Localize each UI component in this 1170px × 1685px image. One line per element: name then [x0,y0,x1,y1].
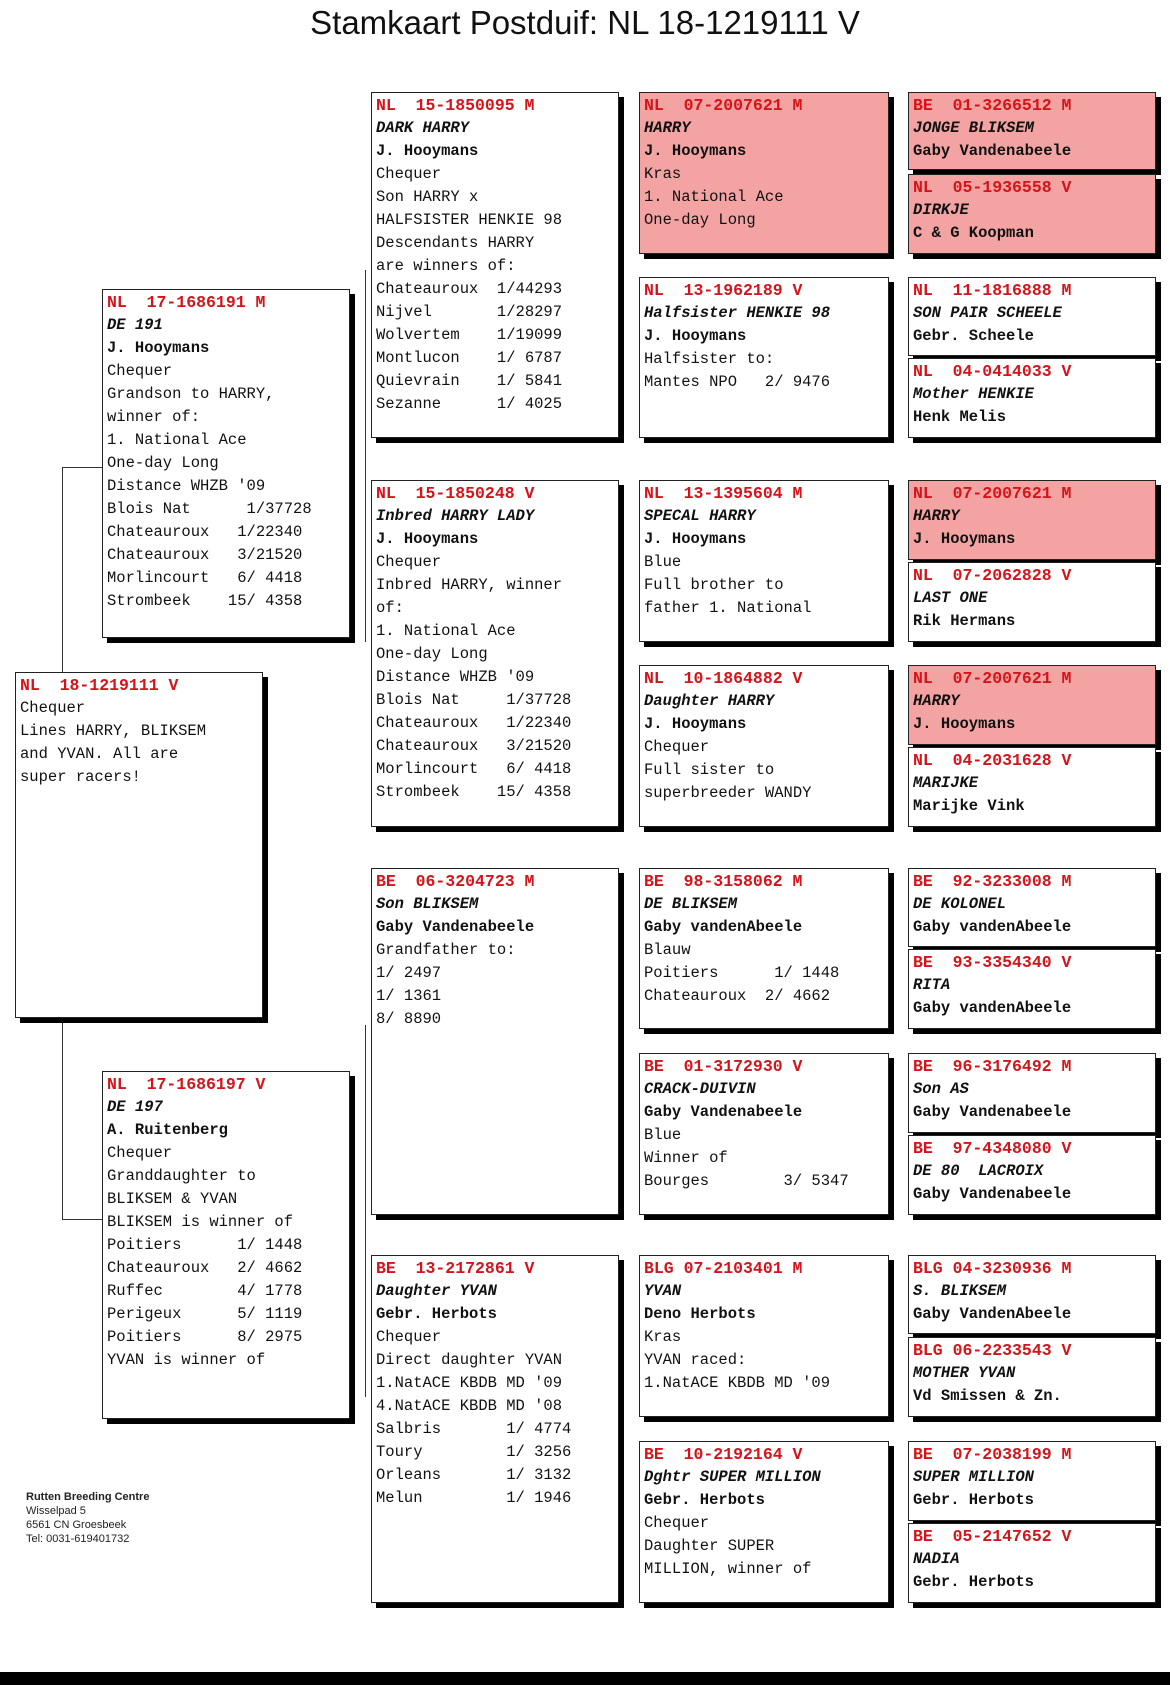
info-line: Chequer [107,1144,173,1162]
pedigree-mother [102,1071,350,1419]
ring-number: NL 04-2031628 V [913,751,1072,770]
breeder: Gaby Vandenabeele [913,1103,1072,1121]
info-line: BLIKSEM is winner of [107,1213,294,1231]
ring-number: NL 07-2007621 M [913,484,1072,503]
breeder: Gaby Vandenabeele [913,142,1072,160]
pigeon-name: S. BLIKSEM [913,1282,1007,1300]
pigeon-name: MOTHER YVAN [913,1364,1016,1382]
ring-number: BE 06-3204723 M [376,872,535,891]
company-name: Rutten Breeding Centre [26,1491,150,1503]
info-line: Strombeek 15/ 4358 [376,783,572,801]
ring-number: NL 13-1962189 V [644,281,803,300]
info-line: are winners of: [376,257,516,275]
connector-line [62,1219,104,1220]
info-line: Chateauroux 2/ 4662 [644,987,831,1005]
pedigree-father [102,289,350,638]
ring-number: BE 13-2172861 V [376,1259,535,1278]
info-line: superbreeder WANDY [644,784,812,802]
pedigree-gen4-4 [908,358,1156,438]
ring-number: NL 18-1219111 V [20,676,179,695]
pigeon-name: HARRY [644,119,691,137]
ring-number: BLG 06-2233543 V [913,1341,1072,1360]
pigeon-name: CRACK-DUIVIN [644,1080,756,1098]
info-line: Winner of [644,1149,728,1167]
connector-line [62,1018,63,1220]
pigeon-name: DE 197 [107,1098,163,1116]
breeder: Gaby Vandenabeele [913,1185,1072,1203]
info-line: Blauw [644,941,691,959]
pigeon-name: NADIA [913,1550,960,1568]
ring-number: NL 13-1395604 M [644,484,803,503]
info-line: Chateauroux 2/ 4662 [107,1259,303,1277]
info-line: Blois Nat 1/37728 [376,691,572,709]
pigeon-name: RITA [913,976,951,994]
info-line: Chequer [644,1514,710,1532]
pedigree-gen4-3 [908,277,1156,356]
pedigree-gen4-15 [908,1441,1156,1521]
pigeon-name: Mother HENKIE [913,385,1034,403]
pigeon-name: DE 191 [107,316,163,334]
info-line: One-day Long [107,454,219,472]
pedigree-gen4-13 [908,1255,1156,1334]
info-line: Nijvel 1/28297 [376,303,563,321]
info-line: Salbris 1/ 4774 [376,1420,572,1438]
info-line: Grandfather to: [376,941,516,959]
info-line: Chequer [107,362,173,380]
info-line: 4.NatACE KBDB MD '08 [376,1397,563,1415]
ring-number: BLG 04-3230936 M [913,1259,1072,1278]
pigeon-name: Halfsister HENKIE 98 [644,304,831,322]
ring-number: BLG 07-2103401 M [644,1259,803,1278]
breeder: Gebr. Herbots [913,1573,1034,1591]
ring-number: BE 01-3172930 V [644,1057,803,1076]
pedigree-mother-mother [371,1255,619,1603]
info-line: Chateauroux 3/21520 [376,737,572,755]
info-line: Chateauroux 3/21520 [107,546,303,564]
info-line: Blue [644,553,682,571]
pedigree-gen4-2 [908,174,1156,254]
info-line: and YVAN. All are [20,745,179,763]
info-line: Strombeek 15/ 4358 [107,592,303,610]
info-line: Son HARRY x [376,188,479,206]
pigeon-name: DE KOLONEL [913,895,1007,913]
ring-number: NL 15-1850248 V [376,484,535,503]
ring-number: NL 07-2007621 M [644,96,803,115]
info-line: 1/ 2497 [376,964,442,982]
pigeon-name: HARRY [913,507,960,525]
info-line: Halfsister to: [644,350,775,368]
pedigree-gen4-7 [908,665,1156,745]
ring-number: NL 04-0414033 V [913,362,1072,381]
ring-number: NL 07-2007621 M [913,669,1072,688]
pigeon-name: DE 80 LACROIX [913,1162,1044,1180]
pedigree-ffm [639,277,889,438]
info-line: 1. National Ace [107,431,247,449]
info-line: Direct daughter YVAN [376,1351,563,1369]
info-line: winner of: [107,408,201,426]
breeder: J. Hooymans [107,339,210,357]
info-line: Bourges 3/ 5347 [644,1172,849,1190]
breeder: J. Hooymans [376,530,479,548]
pedigree-gen4-12 [908,1135,1156,1215]
info-line: YVAN is winner of [107,1351,266,1369]
pigeon-name: JONGE BLIKSEM [913,119,1034,137]
breeder: Rik Hermans [913,612,1016,630]
info-line: Chequer [20,699,86,717]
breeder: J. Hooymans [376,142,479,160]
pigeon-name: SPECAL HARRY [644,507,756,525]
info-line: Kras [644,1328,682,1346]
pedigree-fmm [639,665,889,827]
breeder: J. Hooymans [913,715,1016,733]
ring-number: BE 98-3158062 M [644,872,803,891]
info-line: Melun 1/ 1946 [376,1489,572,1507]
pedigree-gen4-9 [908,868,1156,947]
pedigree-subject [15,672,263,1018]
info-line: Distance WHZB '09 [107,477,266,495]
breeder: Gebr. Herbots [913,1491,1034,1509]
pigeon-name: DE BLIKSEM [644,895,738,913]
connector-line [365,1025,366,1397]
pigeon-name: Son AS [913,1080,969,1098]
info-line: Orleans 1/ 3132 [376,1466,572,1484]
ring-number: BE 97-4348080 V [913,1139,1072,1158]
pigeon-name: MARIJKE [913,774,979,792]
street: Wisselpad 5 [26,1505,86,1517]
pedigree-gen4-14 [908,1337,1156,1417]
pedigree-fff [639,92,889,254]
info-line: Granddaughter to [107,1167,256,1185]
ring-number: NL 05-1936558 V [913,178,1072,197]
info-line: 1/ 1361 [376,987,442,1005]
pedigree-mmm [639,1441,889,1603]
ring-number: BE 96-3176492 M [913,1057,1072,1076]
breeder: Vd Smissen & Zn. [913,1387,1062,1405]
ring-number: BE 05-2147652 V [913,1527,1072,1546]
info-line: Full brother to [644,576,784,594]
pigeon-name: Dghtr SUPER MILLION [644,1468,821,1486]
info-line: Morlincourt 6/ 4418 [376,760,572,778]
breeder: J. Hooymans [644,530,747,548]
info-line: Perigeux 5/ 1119 [107,1305,303,1323]
ring-number: NL 07-2062828 V [913,566,1072,585]
breeder: Gaby Vandenabeele [376,918,535,936]
info-line: 1.NatACE KBDB MD '09 [376,1374,563,1392]
info-line: Mantes NPO 2/ 9476 [644,373,831,391]
connector-line [62,467,63,672]
info-line: Chequer [376,553,442,571]
pedigree-gen4-5 [908,480,1156,560]
pedigree-gen4-11 [908,1053,1156,1133]
breeder: A. Ruitenberg [107,1121,228,1139]
info-line: One-day Long [376,645,488,663]
breeder: Marijke Vink [913,797,1025,815]
info-line: Blue [644,1126,682,1144]
ring-number: BE 01-3266512 M [913,96,1072,115]
pedigree-mff [639,868,889,1029]
info-line: Full sister to [644,761,775,779]
info-line: Inbred HARRY, winner [376,576,563,594]
breeder: Deno Herbots [644,1305,756,1323]
pedigree-mmf [639,1255,889,1417]
info-line: 8/ 8890 [376,1010,442,1028]
info-line: BLIKSEM & YVAN [107,1190,238,1208]
breeder: J. Hooymans [644,327,747,345]
ring-number: BE 07-2038199 M [913,1445,1072,1464]
ring-number: BE 92-3233008 M [913,872,1072,891]
info-line: Descendants HARRY [376,234,535,252]
pedigree-gen4-6 [908,562,1156,642]
breeder: Gaby Vandenabeele [644,1103,803,1121]
breeder: Henk Melis [913,408,1007,426]
info-line: 1.NatACE KBDB MD '09 [644,1374,831,1392]
pedigree-gen4-16 [908,1523,1156,1603]
page-title: Stamkaart Postduif: NL 18-1219111 V [310,4,860,41]
info-line: Chequer [376,165,442,183]
pedigree-gen4-10 [908,949,1156,1029]
info-line: YVAN raced: [644,1351,747,1369]
info-line: Chequer [376,1328,442,1346]
phone: Tel: 0031-619401732 [26,1533,130,1545]
city: 6561 CN Groesbeek [26,1519,127,1531]
pedigree-mother-father [371,868,619,1215]
info-line: Distance WHZB '09 [376,668,535,686]
breeder: Gaby vandenAbeele [913,918,1072,936]
info-line: super racers! [20,768,141,786]
breeder: Gebr. Herbots [644,1491,765,1509]
info-line: 1. National Ace [376,622,516,640]
pigeon-name: SUPER MILLION [913,1468,1034,1486]
ring-number: NL 11-1816888 M [913,281,1072,300]
info-line: Chateauroux 1/22340 [376,714,572,732]
ring-number: NL 17-1686191 M [107,293,266,312]
info-line: Lines HARRY, BLIKSEM [20,722,207,740]
breeder: J. Hooymans [644,142,747,160]
info-line: Toury 1/ 3256 [376,1443,572,1461]
pigeon-name: Daughter HARRY [644,692,775,710]
breeder-address [26,1490,149,1546]
pigeon-name: LAST ONE [913,589,988,607]
pedigree-gen4-1 [908,92,1156,170]
info-line: Montlucon 1/ 6787 [376,349,563,367]
info-line: Grandson to HARRY, [107,385,275,403]
info-line: Kras [644,165,682,183]
ring-number: NL 17-1686197 V [107,1075,266,1094]
ring-number: NL 10-1864882 V [644,669,803,688]
pigeon-name: YVAN [644,1282,682,1300]
pigeon-name: SON PAIR SCHEELE [913,304,1062,322]
pigeon-name: Daughter YVAN [376,1282,497,1300]
pigeon-name: DIRKJE [913,201,969,219]
breeder: Gebr. Scheele [913,327,1034,345]
info-line: Ruffec 4/ 1778 [107,1282,303,1300]
pedigree-mfm [639,1053,889,1215]
info-line: Chateauroux 1/22340 [107,523,303,541]
info-line: Poitiers 8/ 2975 [107,1328,303,1346]
info-line: Wolvertem 1/19099 [376,326,563,344]
info-line: of: [376,599,404,617]
info-line: 1. National Ace [644,188,784,206]
breeder: Gaby vandenAbeele [913,999,1072,1017]
pedigree-fmf [639,480,889,642]
pigeon-name: Son BLIKSEM [376,895,479,913]
ring-number: BE 10-2192164 V [644,1445,803,1464]
info-line: Blois Nat 1/37728 [107,500,312,518]
pedigree-gen4-8 [908,747,1156,827]
ring-number: BE 93-3354340 V [913,953,1072,972]
pedigree-father-father [371,92,619,438]
ring-number: NL 15-1850095 M [376,96,535,115]
connector-line [365,270,366,642]
info-line: Chequer [644,738,710,756]
info-line: Poitiers 1/ 1448 [644,964,840,982]
connector-line [62,467,104,468]
info-line: One-day Long [644,211,756,229]
breeder: C & G Koopman [913,224,1034,242]
breeder: J. Hooymans [644,715,747,733]
breeder: Gaby VandenAbeele [913,1305,1072,1323]
breeder: Gaby vandenAbeele [644,918,803,936]
pigeon-name: DARK HARRY [376,119,470,137]
pigeon-name: HARRY [913,692,960,710]
pigeon-name: Inbred HARRY LADY [376,507,535,525]
breeder: Gebr. Herbots [376,1305,497,1323]
info-line: Daughter SUPER [644,1537,775,1555]
pedigree-father-mother [371,480,619,827]
breeder: J. Hooymans [913,530,1016,548]
info-line: Quievrain 1/ 5841 [376,372,563,390]
info-line: Chateauroux 1/44293 [376,280,563,298]
info-line: MILLION, winner of [644,1560,812,1578]
info-line: father 1. National [644,599,812,617]
info-line: Sezanne 1/ 4025 [376,395,563,413]
info-line: Poitiers 1/ 1448 [107,1236,303,1254]
info-line: HALFSISTER HENKIE 98 [376,211,563,229]
info-line: Morlincourt 6/ 4418 [107,569,303,587]
bottom-bar [0,1672,1170,1685]
